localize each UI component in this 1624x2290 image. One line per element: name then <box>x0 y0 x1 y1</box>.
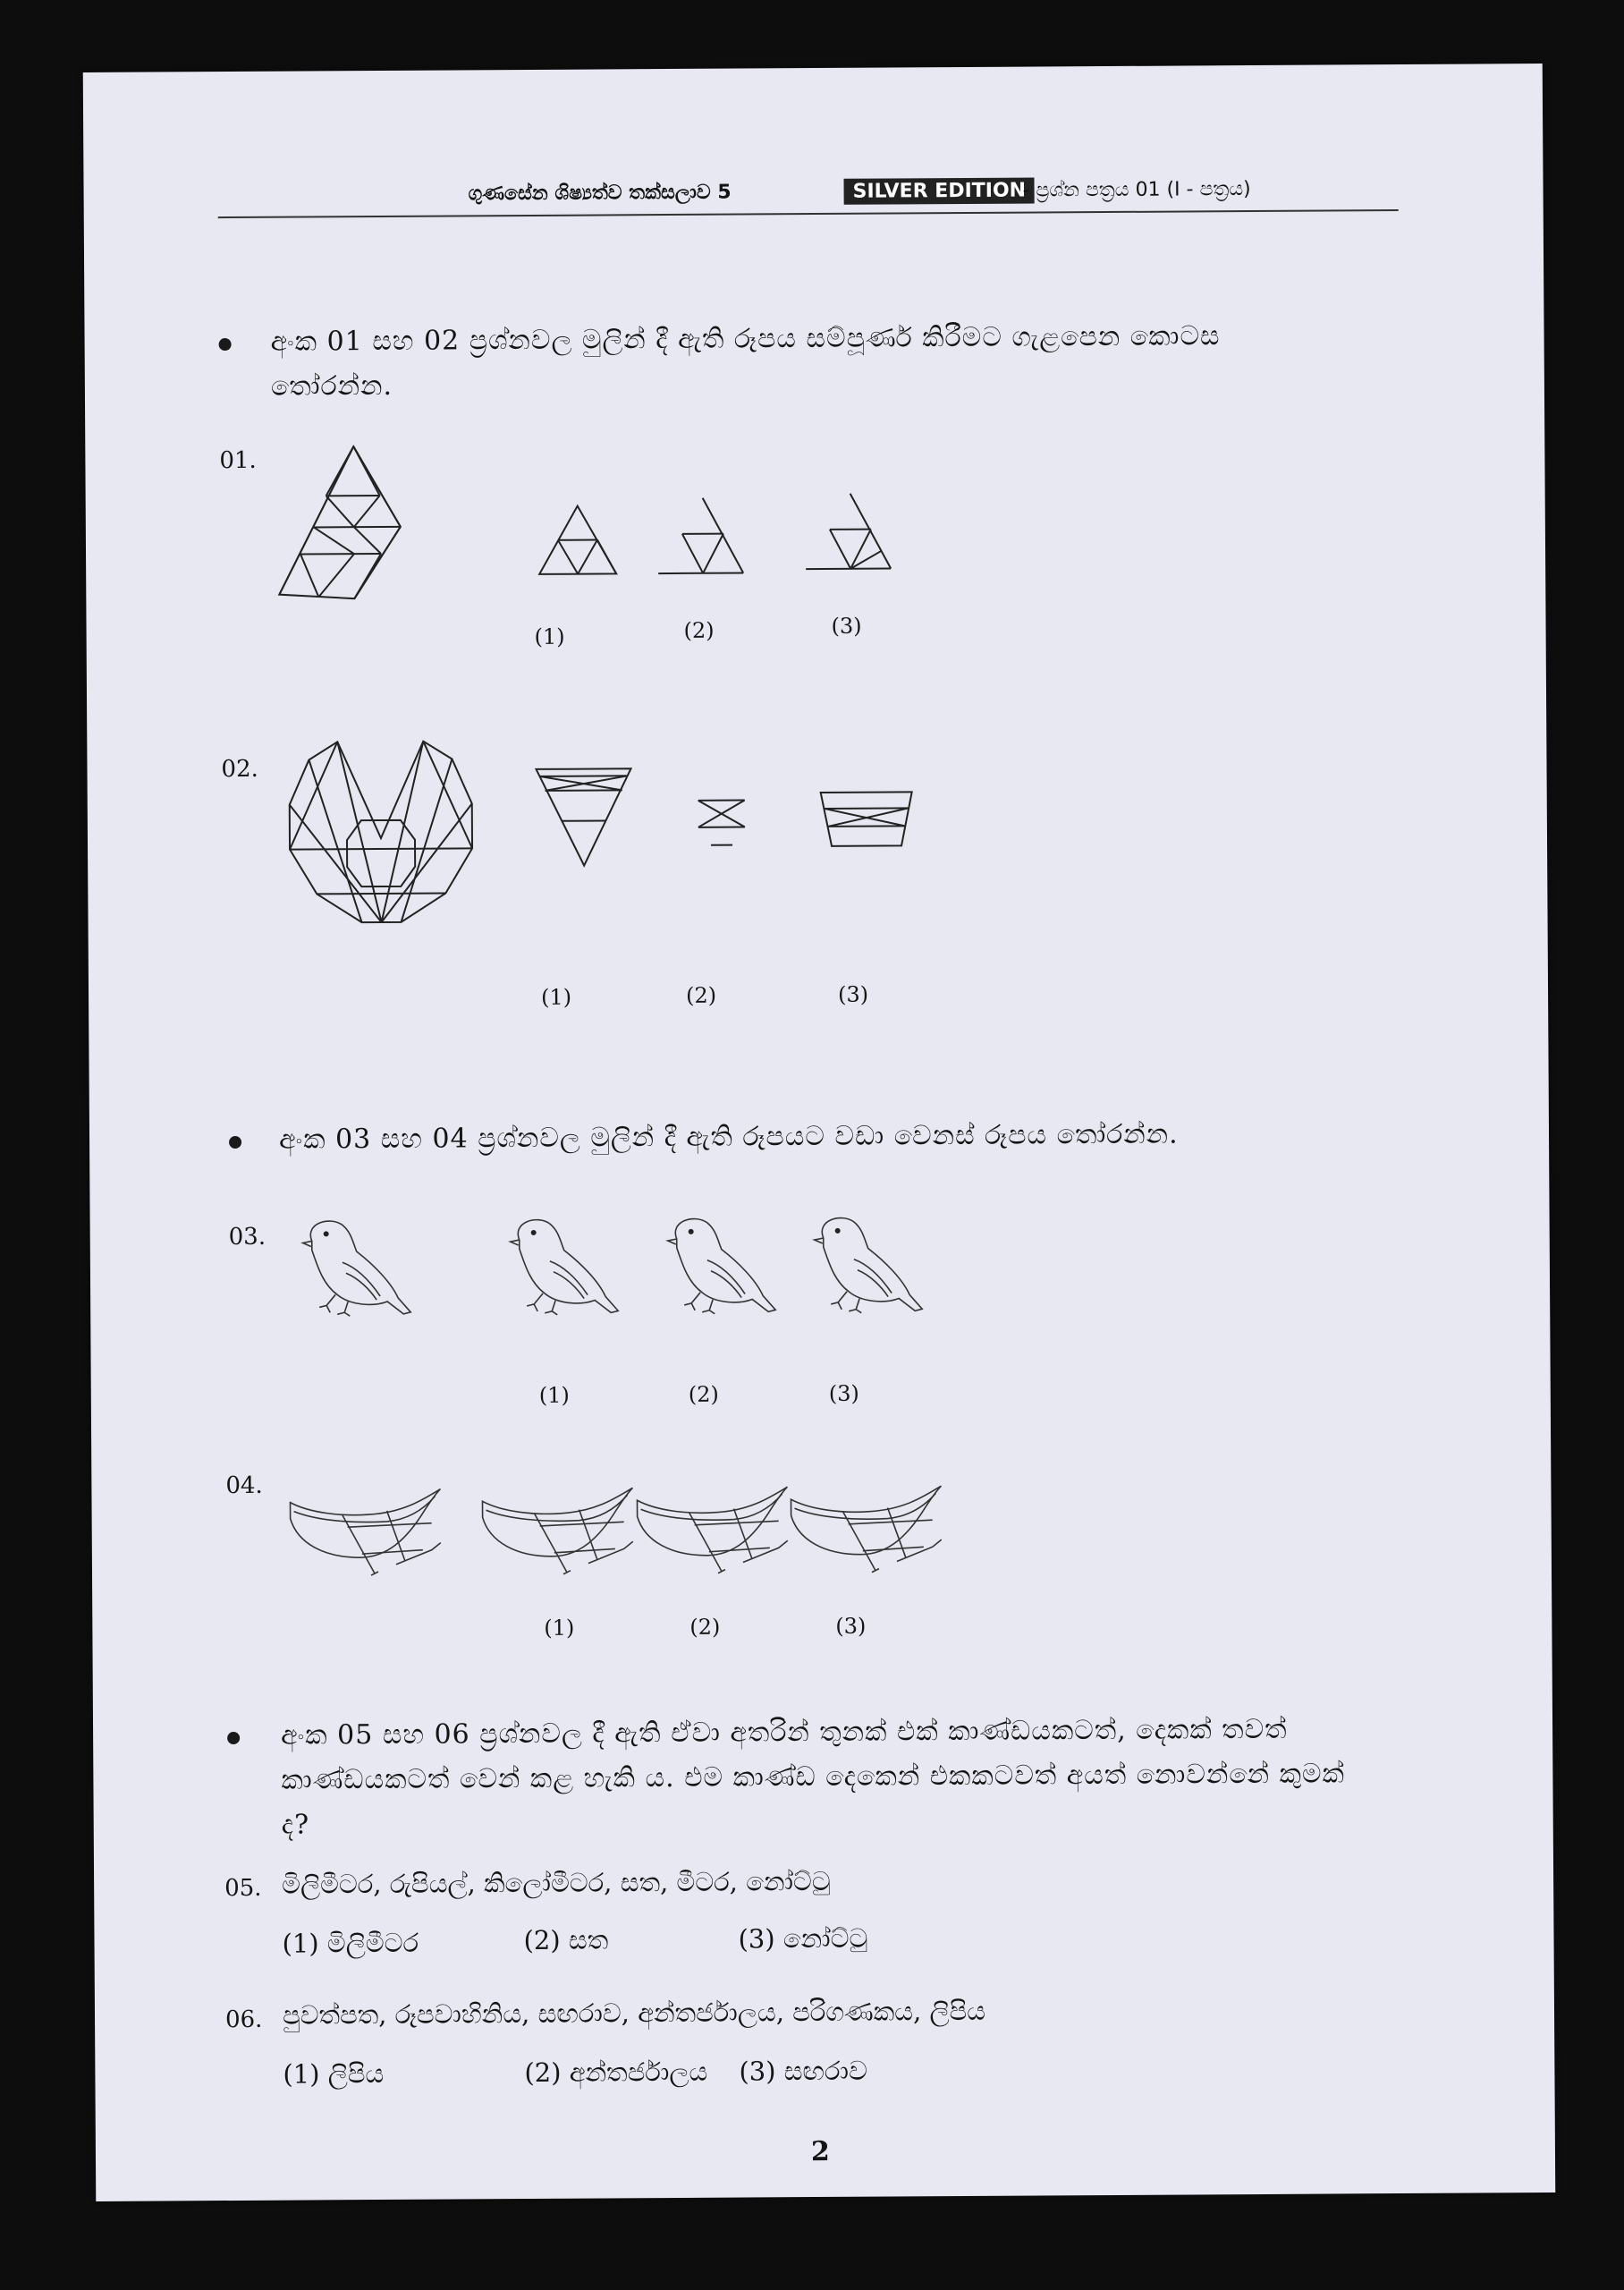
q04-option-1-label[interactable]: (1) <box>544 1615 575 1641</box>
q06-option-3[interactable]: (3) සඟරාව <box>739 2055 867 2087</box>
instruction-2: අංක 03 සහ 04 ප්‍රශ්නවල මුලින් දී ඇති රූපයට වඩා වෙනස් රූපය තෝරන්න. <box>278 1118 1179 1156</box>
q01-option-1-label[interactable]: (1) <box>534 623 565 649</box>
q06-option-1[interactable]: (1) ලිපිය <box>283 2057 385 2090</box>
q04-figures <box>270 1460 1434 1592</box>
q03-option-1-label[interactable]: (1) <box>538 1382 570 1408</box>
q05-option-3[interactable]: (3) නෝට්ටු <box>738 1922 868 1955</box>
q02-option-3-label[interactable]: (3) <box>837 981 869 1007</box>
q04-option-1-boat <box>482 1488 633 1574</box>
q03-option-1-bird <box>511 1219 619 1315</box>
q05-option-2[interactable]: (2) සත <box>523 1924 609 1956</box>
question-number-01: 01. <box>219 446 257 475</box>
bullet-icon <box>227 1732 240 1744</box>
q06-option-2[interactable]: (2) අන්තර්ජාලය <box>524 2056 708 2089</box>
q01-option-3-label[interactable]: (3) <box>831 613 862 639</box>
q01-option-1-figure <box>539 505 616 574</box>
q03-figures <box>268 1183 1432 1369</box>
q01-option-2-label[interactable]: (2) <box>683 617 715 643</box>
question-number-02: 02. <box>221 755 258 784</box>
header-title: ගුණසේන ශිෂ්‍යත්ව තක්සලාව 5 <box>468 181 732 206</box>
q02-option-2-label[interactable]: (2) <box>685 982 717 1008</box>
question-number-05: 05. <box>224 1874 262 1903</box>
question-number-06: 06. <box>224 2006 263 2034</box>
q01-figures <box>264 440 1428 716</box>
q02-option-2-figure <box>698 801 745 845</box>
q02-option-3-figure <box>821 792 912 846</box>
header-paper-label: - ප්‍රශ්න පත්‍රය 01 (I - පත්‍රය) <box>1022 178 1251 202</box>
q01-main-figure <box>278 446 401 599</box>
q04-option-2-boat <box>637 1487 788 1573</box>
q03-option-2-bird <box>668 1218 776 1314</box>
question-number-03: 03. <box>228 1223 266 1251</box>
instruction-3: අංක 05 සහ 06 ප්‍රශ්නවල දී ඇති ඒවා අතරින් තුනක් එක් කාණ්ඩයකටත්, දෙකක් තවත් කාණ්ඩයකටත් වෙන් කළ හැකි ය. එම කාණ්ඩ දෙකෙන් එකකටවත් අයත් නොවන්නේ කුමක් ද? <box>281 1713 1346 1841</box>
q04-option-3-boat <box>791 1486 942 1573</box>
q01-option-3-figure <box>806 494 892 570</box>
q04-option-2-label[interactable]: (2) <box>689 1614 721 1640</box>
page-number: 2 <box>810 2135 830 2168</box>
q04-option-3-label[interactable]: (3) <box>835 1613 867 1639</box>
q03-option-2-label[interactable]: (2) <box>688 1381 719 1407</box>
bullet-icon <box>219 338 232 351</box>
exam-paper-sheet <box>83 64 1556 2201</box>
q03-option-3-bird <box>815 1217 923 1313</box>
q06-items: පුවත්පත, රූපවාහිනිය, සඟරාව, අන්තර්ජාලය, පරිගණකය, ලිපිය <box>282 1995 986 2031</box>
q03-option-3-label[interactable]: (3) <box>828 1380 859 1406</box>
bullet-icon <box>229 1136 241 1149</box>
q04-main-boat <box>290 1489 441 1576</box>
instruction-1: අංක 01 සහ 02 ප්‍රශ්නවල මුලින් දී ඇති රූපය සම්පූර්ණ කිරීමට ගැළපෙන කොටස තෝරන්න. <box>270 320 1221 403</box>
page-header <box>217 174 1398 218</box>
q02-main-figure <box>289 741 472 922</box>
q03-main-bird <box>303 1220 411 1316</box>
q05-items: මිලිමීටර, රුපියල්, කිලෝමීටර, සත, මීටර, නෝට්ටු <box>282 1865 831 1900</box>
q02-option-1-figure <box>537 768 632 866</box>
edition-badge: SILVER EDITION <box>843 178 1035 205</box>
question-number-04: 04. <box>225 1472 263 1500</box>
q02-figures <box>266 726 1430 1002</box>
q01-option-2-figure <box>658 498 744 574</box>
q02-option-1-label[interactable]: (1) <box>540 984 572 1010</box>
q05-option-1[interactable]: (1) මිලිමීටර <box>282 1927 419 1959</box>
